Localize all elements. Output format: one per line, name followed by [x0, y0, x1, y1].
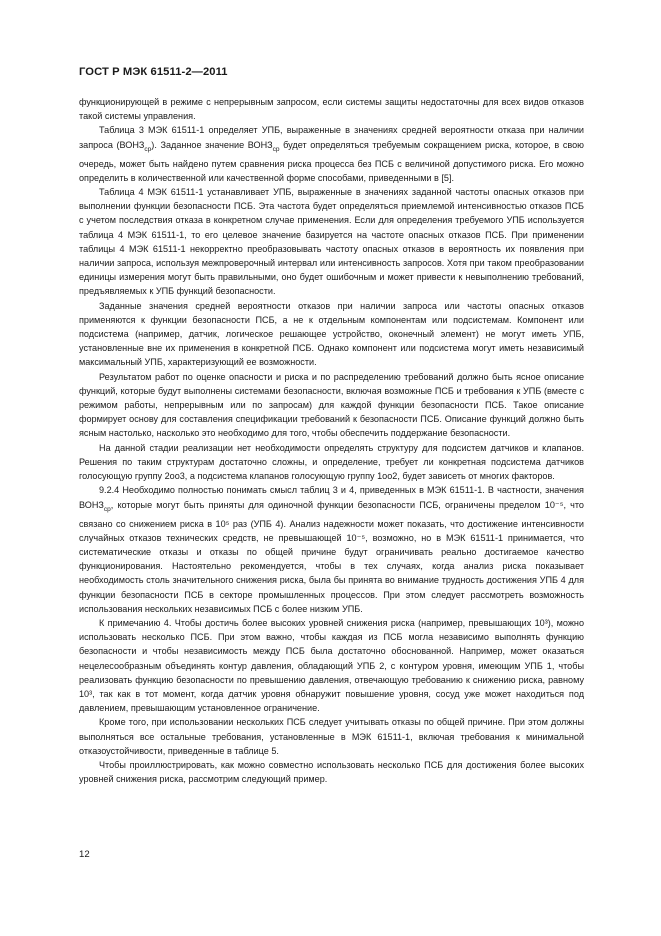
paragraph: На данной стадии реализации нет необходимости определять структуру для подсистем датчиков и клапанов. Решения по таким структурам достаточно сложны, и определение, требует ли конкретная подсистема датчиков голосующую группу 2оо3, а подсистема клапанов голосующую группу 1оо2, будет зависеть от многих факторов. — [79, 442, 584, 482]
paragraph: функционирующей в режиме с непрерывным запросом, если системы защиты недостаточны для всех видов отказов такой системы управления. — [79, 97, 584, 122]
paragraph: 9.2.4 Необходимо полностью понимать смысл таблиц 3 и 4, приведенных в МЭК 61511-1. В частности, значения $ВОНЗ_{ср}$, которые могут быть приняты для одиночной функции безопасности ПСБ, ограничены пределом 10⁻⁵, что связано со снижением риска в 10⁵ раз (УПБ 4). Анализ надежности может показать, что достижение интенсивности случайных отказов технических средств, не превышающей 10⁻⁵, возможно, но в МЭК 61511-1 принимается, что систематические отказы и отказы по общей причине будут ограничивать реально достигаемое качество функционирования. Настоятельно рекомендуется, чтобы в тех случаях, когда анализ риска показывает необходимость столь значительного снижения риска, была бы принята во внимание трудность достижения УПБ 4 для функции безопасности ПСБ в секторе промышленных процессов. При этом следует рассмотреть возможность использования нескольких независимых ПСБ с более низким УПБ. — [79, 485, 584, 614]
paragraph: Таблица 3 МЭК 61511-1 определяет УПБ, выраженные в значениях средней вероятности отказа при наличии запроса $(ВОНЗ_{ср})$. Заданное значение $ВОНЗ_{ср}$ будет определяться требуемым сокращением риска, которое, в свою очередь, может быть найдено путем сравнения риска процесса без ПСБ с величиной допустимого риска. Его можно определить в количественной или качественной форме способами, приведенными в [5]. — [79, 125, 584, 183]
document-header: ГОСТ Р МЭК 61511-2—2011 — [79, 66, 228, 78]
paragraph: Результатом работ по оценке опасности и риска и по распределению требований должно быть ясное описание функций, которые будут выполнены системами безопасности, включая возможные ПСБ и требования к УПБ (вместе с режимом работы, непрерывным или по запросам) для каждой функции безопасности ПСБ. Такое описание формирует основу для составления спецификации требований к безопасности ПСБ. Описание функций должно быть ясным настолько, насколько это необходимо для того, чтобы обеспечить поддержание безопасности. — [79, 371, 584, 439]
paragraph: Заданные значения средней вероятности отказов при наличии запроса или частоты опасных отказов применяются к функции безопасности ПСБ, а не к отдельным компонентам или подсистемам. Компонент или подсистема (например, датчик, логическое решающее устройство, оконечный элемент) не могут иметь УПБ, установленные вне их применения в конкретной ПСБ. Однако компонент или подсистема могут иметь независимый максимальный УПБ, характеризующий ее возможности. — [79, 300, 584, 368]
paragraph: К примечанию 4. Чтобы достичь более высоких уровней снижения риска (например, превышающих 10³), можно использовать несколько ПСБ. При этом важно, чтобы каждая из ПСБ могла независимо выполнять функцию безопасности и чтобы независимость между ПСБ была достаточно обоснованной. Например, может оказаться нецелесообразным объединять контур давления, обладающий УПБ 2, с контуром уровня, имеющим УПБ 1, чтобы реализовать функцию безопасности по превышению давления, отвечающую требованию к снижению риска, равному 10³, так как в тот момент, когда датчик уровня обнаружит повышение уровня, сосуд уже может находиться под давлением, превышающим установленное ограничение. — [79, 617, 584, 714]
paragraph: Таблица 4 МЭК 61511-1 устанавливает УПБ, выраженные в значениях заданной частоты опасных отказов при выполнении функции безопасности ПСБ. Эта частота будет определяться приемлемой интенсивностью отказов ПСБ с учетом последствия отказа в конкретном случае применения. Если для определения требуемого УПБ используется таблица 4 МЭК 61511-1, то его целевое значение базируется на частоте опасных отказов ПСБ. При применении таблицы 4 МЭК 61511-1 некорректно преобразовывать частоту опасных отказов в вероятность их появления при наличии запроса, используя межпроверочный интервал или интенсивность запросов. Хотя при таком преобразовании единицы измерения могут быть правильными, оно будет ошибочным и может привести к невыполнению требований, предъявляемых к УПБ функций безопасности. — [79, 187, 584, 297]
page-number: 12 — [79, 849, 90, 860]
paragraph: Кроме того, при использовании нескольких ПСБ следует учитывать отказы по общей причине. При этом должны выполняться все остальные требования, установленные в МЭК 61511-1, включая требования к минимальной отказоустойчивости, приведенные в таблице 5. — [79, 717, 584, 756]
document-body — [79, 95, 584, 786]
paragraph: Чтобы проиллюстрировать, как можно совместно использовать несколько ПСБ для достижения более высоких уровней снижения риска, рассмотрим следующий пример. — [79, 759, 584, 785]
